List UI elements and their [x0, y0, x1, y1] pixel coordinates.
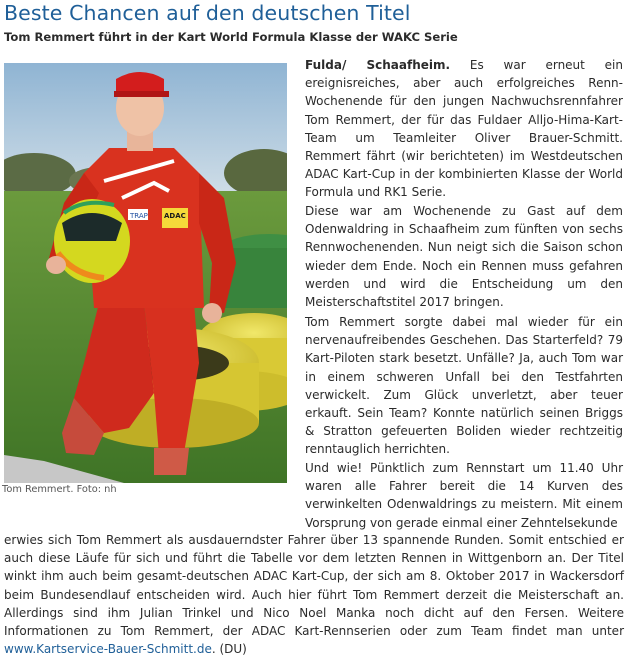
article-paragraph-3: Tom Remmert sorgte dabei mal wieder für ein nervenaufreibendes Geschehen. Das Starterfeld? 79 Kart-Piloten stark besetzt. Unfälle? Ja, auch Tom war in einem schweren Unfall bei den Testfahrten verwickelt. Zum Glück unverletzt, aber teuer erkauft. Sein Team? Konnte natürlich seinen Briggs & Stratton gefeuerten Boliden wieder rechtzeitig renntauglich herrichten. [305, 315, 623, 457]
article-headline: Beste Chancen auf den deutschen Titel [4, 1, 411, 25]
article-subheadline: Tom Remmert führt in der Kart World Formula Klasse der WAKC Serie [4, 30, 458, 44]
dateline: Fulda/ Schaafheim. [305, 58, 451, 72]
article-paragraph-1 [305, 56, 623, 202]
suit-badge-trap: TRAP [130, 212, 148, 220]
paragraph-5-end: . (DU) [211, 642, 247, 657]
helmet [54, 199, 130, 283]
paragraph-5-text: erwies sich Tom Remmert als ausdauerndster Fahrer über 13 spannende Runden. Somit entschied er auch diese Läufe für sich und führt die Tabelle vor dem letzten Rennen in Wittgenborn an. Der Titel winkt ihm auch beim gesamt-deutschen ADAC Kart-Cup, der sich am 8. Oktober 2017 in Wackersdorf beim Bundesendlauf entscheiden wird. Auch hier führt Tom Remmert derzeit die Meisterschaft an. Allerdings sind ihm Julian Trinkel und Nico Noel Manka noch dicht auf den Fersen. Weitere Informationen zu Tom Remmert, der ADAC Kart-Rennserien oder zum Team findet man unter [4, 533, 624, 639]
article-paragraph-2: Diese war am Wochenende zu Gast auf dem Odenwaldring in Schaafheim zum fünften von sechs Rennwochenenden. Nun neigt sich die Saison schon wieder dem Ende. Noch ein Rennen muss gefahren werden und wird die Entscheidung um den Meisterschaftstitel 2017 bringen. [305, 204, 623, 310]
photo-caption: Tom Remmert. Foto: nh [2, 484, 117, 495]
article-photo [4, 63, 287, 483]
driver-photo-illustration [4, 63, 287, 483]
team-website-link[interactable]: www.Kartservice-Bauer-Schmitt.de [4, 642, 212, 657]
article-paragraph-4: Und wie! Pünktlich zum Rennstart um 11.40 Uhr waren alle Fahrer bereit die 14 Kurven des verwinkelten Odenwaldrings zu meistern. Mit einem Vorsprung von gerade einmal einer Zehntelsekunde [305, 461, 623, 530]
suit-badge-adac: ADAC [164, 212, 186, 220]
article-paragraph-5 [4, 531, 624, 658]
paragraph-1-text: Es war erneut ein ereignisreiches, aber auch erfolgreiches Renn-Wochenende für den jungen Nachwuchsrennfahrer Tom Remmert, der für das Fuldaer Alljo-Hima-Kart-Team um Teamleiter Oliver Brauer-Schmitt. Remmert fährt (wir berichteten) im Westdeutschen ADAC Kart-Cup in der kombinierten Klasse der World Formula und RK1 Serie. [305, 58, 623, 200]
